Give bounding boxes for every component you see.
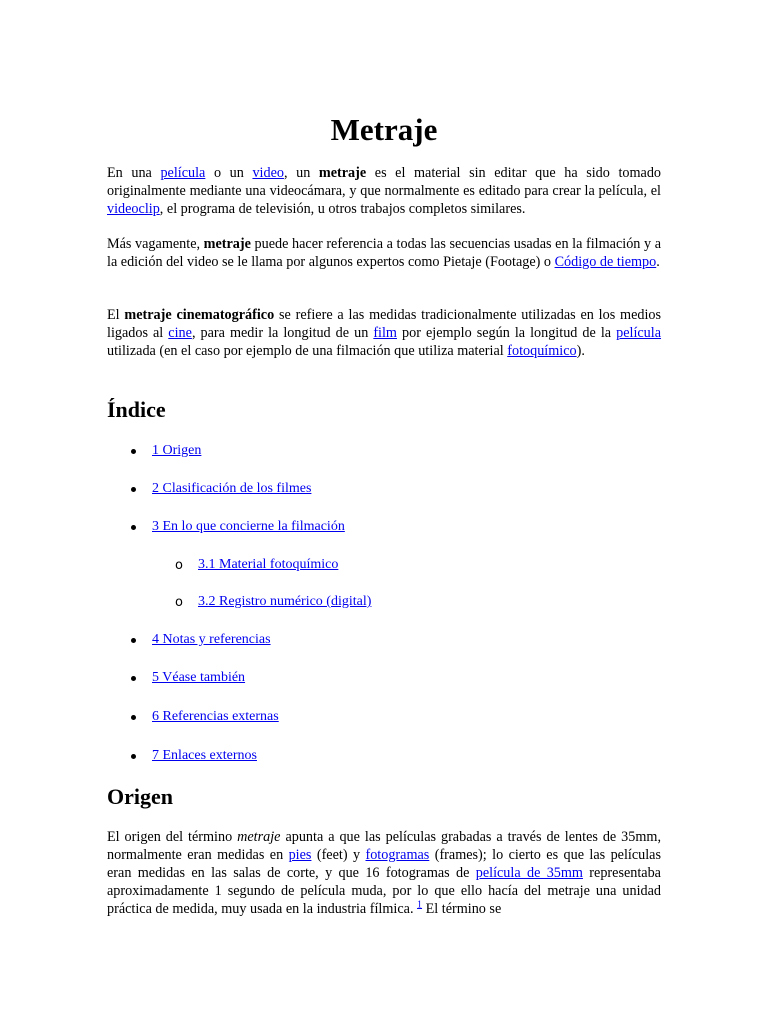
toc-item-vease[interactable]: 5 Véase también bbox=[152, 670, 246, 685]
toc-heading: Índice bbox=[107, 397, 166, 422]
bullet-icon bbox=[131, 754, 136, 759]
link-videoclip[interactable]: videoclip bbox=[107, 201, 160, 217]
third-paragraph: El metraje cinematográfico se refiere a las medidas tradicionalmente utilizadas en los medios ligados al cine, para medir la longitud de un film por ejemplo según la longitud de la película utilizada (en el caso por ejemplo de una filmación que utiliza material fotoquímico). bbox=[107, 307, 662, 359]
bullet-icon bbox=[131, 676, 136, 681]
link-pies[interactable]: pies bbox=[288, 847, 312, 863]
sub-bullet-icon: o bbox=[175, 595, 183, 610]
link-film[interactable]: film bbox=[373, 325, 397, 341]
toc-item-filmacion[interactable]: 3 En lo que concierne la filmación bbox=[152, 519, 345, 534]
toc-item-registro-numerico[interactable]: 3.2 Registro numérico (digital) bbox=[198, 594, 372, 609]
intro-paragraph: En una película o un video, un metraje es el material sin editar que ha sido tomado originalmente mediante una videocámara, y que normalmente es editado para crear la película, el videoclip, el programa de televisión, u otros trabajos completos similares. bbox=[107, 165, 662, 217]
link-pelicula[interactable]: película bbox=[160, 165, 206, 181]
toc-item-notas[interactable]: 4 Notas y referencias bbox=[152, 632, 271, 647]
origen-paragraph: El origen del término metraje apunta a que las películas grabadas a través de lentes de 35mm, normalmente eran medidas en pies (feet) y fotogramas (frames); lo cierto es que las películas eran medidas en las salas de corte, y que 16 fotogramas de película de 35mm representaba aproximadamente 1 segundo de película muda, por lo que ello hacía del metraje una unidad práctica de medida, muy usada en la industria fílmica. $^1$ El término se bbox=[107, 829, 661, 917]
toc-item-referencias[interactable]: 6 Referencias externas bbox=[152, 709, 279, 724]
sub-bullet-icon: o bbox=[175, 558, 183, 573]
link-codigo-de-tiempo[interactable]: Código de tiempo bbox=[554, 254, 657, 270]
link-fotoquimico[interactable]: fotoquímico bbox=[507, 343, 577, 359]
bullet-icon bbox=[131, 487, 136, 492]
bullet-icon bbox=[131, 715, 136, 720]
link-pelicula-2[interactable]: película bbox=[616, 325, 662, 341]
toc-item-enlaces[interactable]: 7 Enlaces externos bbox=[152, 748, 257, 763]
bullet-icon bbox=[131, 638, 136, 643]
link-video[interactable]: video bbox=[252, 165, 284, 181]
second-paragraph: Más vagamente, metraje puede hacer referencia a todas las secuencias usadas en la filmación y a la edición del video se le llama por algunos expertos como Pietaje (Footage) o Código de tiempo. bbox=[107, 236, 661, 270]
bullet-icon bbox=[131, 525, 136, 530]
bullet-icon bbox=[131, 449, 136, 454]
toc-item-clasificacion[interactable]: 2 Clasificación de los filmes bbox=[152, 481, 312, 496]
toc-item-material-fotoquimico[interactable]: 3.1 Material fotoquímico bbox=[198, 557, 339, 572]
link-pelicula-35mm[interactable]: película de 35mm bbox=[475, 865, 583, 881]
page-title: Metraje bbox=[330, 112, 438, 147]
toc-item-origen[interactable]: 1 Origen bbox=[152, 443, 202, 458]
footnote-ref-1[interactable]: 1 bbox=[417, 899, 423, 911]
origen-heading: Origen bbox=[107, 784, 173, 809]
link-fotogramas[interactable]: fotogramas bbox=[365, 847, 430, 863]
link-cine[interactable]: cine bbox=[168, 325, 192, 341]
